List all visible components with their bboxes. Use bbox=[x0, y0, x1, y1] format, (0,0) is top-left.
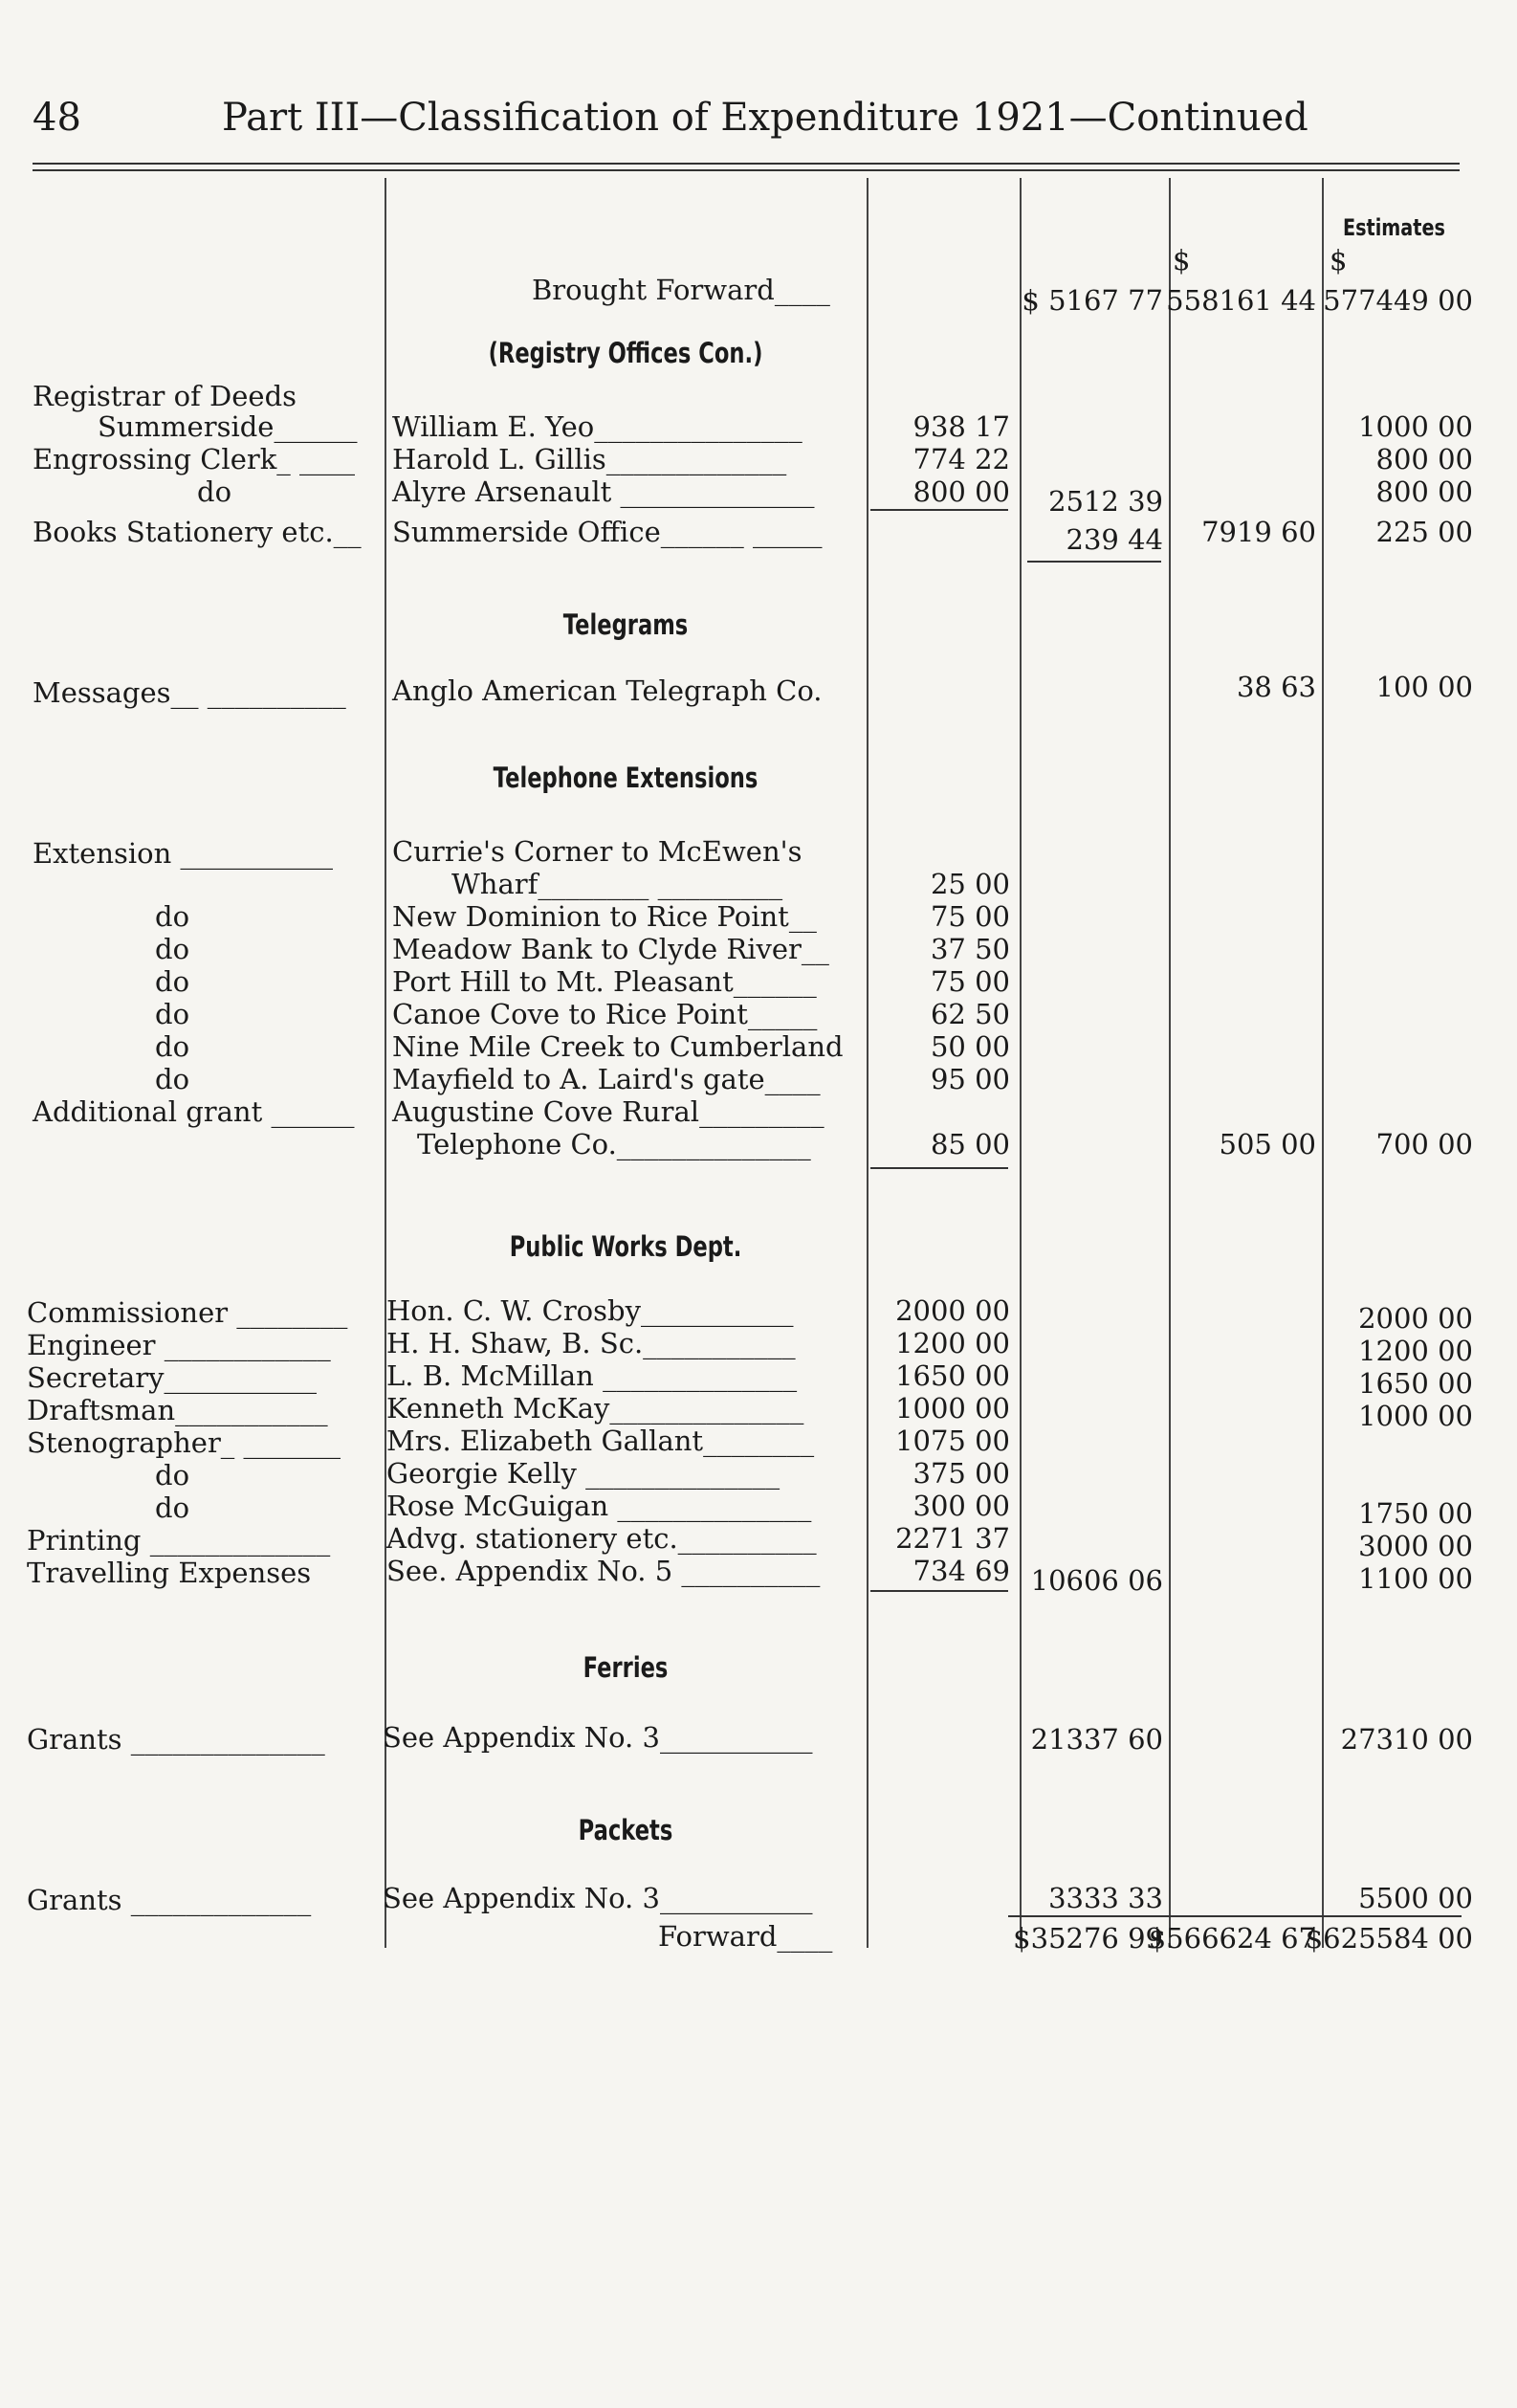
section-public-works-heading: Public Works Dept. bbox=[509, 1230, 742, 1263]
telephone-name-0: Currie's Corner to McEwen's bbox=[392, 835, 802, 868]
public-works-label-7: Printing _____________ bbox=[27, 1524, 331, 1557]
packets-subtotal-0: 3333 33 bbox=[1048, 1882, 1163, 1914]
public-works-amount-1: 1200 00 bbox=[895, 1327, 1010, 1359]
forward-rule bbox=[1008, 1915, 1462, 1917]
dollar-sign-col6: $ bbox=[1330, 244, 1348, 276]
registry-subtotal-underline bbox=[1027, 561, 1161, 563]
registry-subtotal-3: 239 44 bbox=[1066, 523, 1163, 556]
registry-est-2: 800 00 bbox=[1375, 475, 1473, 508]
dollar-sign-col5: $ bbox=[1173, 244, 1191, 276]
public-works-amount-4: 1075 00 bbox=[895, 1425, 1010, 1457]
brought-forward-col5: 558161 44 bbox=[1166, 284, 1316, 317]
public-works-est-1: 1200 00 bbox=[1358, 1335, 1473, 1367]
public-works-label-6: do bbox=[155, 1491, 190, 1524]
registry-label-3: Books Stationery etc.__ bbox=[33, 516, 362, 548]
public-works-amount-underline bbox=[870, 1590, 1008, 1592]
public-works-name-0: Hon. C. W. Crosby___________ bbox=[386, 1294, 794, 1327]
registry-label-1: Engrossing Clerk_ ____ bbox=[33, 443, 356, 475]
public-works-label-8: Travelling Expenses bbox=[27, 1557, 312, 1589]
forward-col5: $566624 67 bbox=[1148, 1922, 1316, 1955]
public-works-name-1: H. H. Shaw, B. Sc.___________ bbox=[386, 1327, 796, 1359]
telephone-name-7b: Telephone Co.______________ bbox=[417, 1128, 811, 1160]
registry-est-3: 225 00 bbox=[1375, 516, 1473, 548]
telephone-name-0b: Wharf________ _________ bbox=[451, 868, 783, 900]
registry-est-0: 1000 00 bbox=[1358, 410, 1473, 443]
registry-label-2: do bbox=[197, 475, 232, 508]
public-works-label-3: Draftsman___________ bbox=[27, 1394, 328, 1426]
telegram-est-0: 100 00 bbox=[1375, 671, 1473, 703]
forward-label: Forward____ bbox=[658, 1920, 833, 1953]
telephone-amount-3: 75 00 bbox=[930, 965, 1010, 998]
registry-amount-1: 774 22 bbox=[912, 443, 1010, 475]
brought-forward-col4: $ 5167 77 bbox=[1022, 284, 1163, 317]
telephone-amount-1: 75 00 bbox=[930, 900, 1010, 933]
brought-forward-label: Brought Forward____ bbox=[532, 274, 830, 306]
telephone-label-4: do bbox=[155, 998, 190, 1030]
telephone-amount-underline bbox=[870, 1167, 1008, 1169]
telephone-label-5: do bbox=[155, 1030, 190, 1063]
registry-label-0: Registrar of Deeds bbox=[33, 380, 297, 412]
estimates-header: Estimates bbox=[1343, 214, 1445, 241]
public-works-label-2: Secretary___________ bbox=[27, 1361, 317, 1394]
header-rule-top bbox=[33, 163, 1460, 165]
public-works-label-4: Stenographer_ _______ bbox=[27, 1426, 341, 1459]
public-works-label-1: Engineer ____________ bbox=[27, 1329, 331, 1361]
col-divider-1 bbox=[385, 178, 386, 1948]
public-works-name-3: Kenneth McKay______________ bbox=[386, 1392, 804, 1425]
packets-label-0: Grants _____________ bbox=[27, 1884, 312, 1916]
public-works-est-6: 1750 00 bbox=[1358, 1497, 1473, 1530]
telephone-name-7: Augustine Cove Rural_________ bbox=[392, 1095, 824, 1128]
telephone-label-1: do bbox=[155, 900, 190, 933]
forward-col6: $625584 00 bbox=[1305, 1922, 1473, 1955]
telephone-amount-2: 37 50 bbox=[930, 933, 1010, 965]
ferries-name-0: See Appendix No. 3___________ bbox=[383, 1721, 813, 1754]
telephone-amount-5: 50 00 bbox=[930, 1030, 1010, 1063]
registry-label-0b: Summerside______ bbox=[98, 410, 358, 443]
telephone-name-4: Canoe Cove to Rice Point_____ bbox=[392, 998, 818, 1030]
telephone-est-7: 700 00 bbox=[1375, 1128, 1473, 1160]
registry-amount-underline bbox=[870, 509, 1008, 511]
section-ferries-heading: Ferries bbox=[583, 1651, 669, 1684]
telegram-name-0: Anglo American Telegraph Co. bbox=[392, 674, 823, 707]
registry-name-1: Harold L. Gillis_____________ bbox=[392, 443, 787, 475]
ferries-est-0: 27310 00 bbox=[1340, 1723, 1473, 1756]
public-works-amount-6: 300 00 bbox=[912, 1490, 1010, 1522]
registry-amount-2: 800 00 bbox=[912, 475, 1010, 508]
registry-amount-0: 938 17 bbox=[912, 410, 1010, 443]
public-works-amount-5: 375 00 bbox=[912, 1457, 1010, 1490]
section-telephone-heading: Telephone Extensions bbox=[493, 762, 758, 794]
public-works-est-2: 1650 00 bbox=[1358, 1367, 1473, 1400]
registry-est-1: 800 00 bbox=[1375, 443, 1473, 475]
public-works-est-0: 2000 00 bbox=[1358, 1302, 1473, 1335]
public-works-amount-0: 2000 00 bbox=[895, 1294, 1010, 1327]
public-works-subtotal-8: 10606 06 bbox=[1030, 1564, 1163, 1597]
brought-forward-col6: 577449 00 bbox=[1323, 284, 1473, 317]
registry-name-3: Summerside Office______ _____ bbox=[392, 516, 823, 548]
public-works-name-4: Mrs. Elizabeth Gallant________ bbox=[386, 1425, 815, 1457]
telephone-amount-4: 62 50 bbox=[930, 998, 1010, 1030]
telephone-total-7: 505 00 bbox=[1219, 1128, 1316, 1160]
public-works-est-7: 3000 00 bbox=[1358, 1530, 1473, 1562]
public-works-amount-2: 1650 00 bbox=[895, 1359, 1010, 1392]
public-works-est-8: 1100 00 bbox=[1358, 1562, 1473, 1595]
public-works-name-7: Advg. stationery etc.__________ bbox=[386, 1522, 817, 1555]
telephone-label-2: do bbox=[155, 933, 190, 965]
packets-est-0: 5500 00 bbox=[1358, 1882, 1473, 1914]
public-works-name-2: L. B. McMillan ______________ bbox=[386, 1359, 798, 1392]
telephone-name-5: Nine Mile Creek to Cumberland bbox=[392, 1030, 844, 1063]
header-rule-bottom bbox=[33, 169, 1460, 171]
telephone-name-1: New Dominion to Rice Point__ bbox=[392, 900, 817, 933]
section-telegrams-heading: Telegrams bbox=[562, 608, 689, 641]
telephone-label-7: Additional grant ______ bbox=[33, 1095, 355, 1128]
public-works-name-6: Rose McGuigan ______________ bbox=[386, 1490, 812, 1522]
col-divider-5 bbox=[1322, 178, 1324, 1948]
public-works-label-5: do bbox=[155, 1459, 190, 1491]
telephone-amount-6: 95 00 bbox=[930, 1063, 1010, 1095]
public-works-amount-7: 2271 37 bbox=[895, 1522, 1010, 1555]
telephone-name-2: Meadow Bank to Clyde River__ bbox=[392, 933, 829, 965]
telephone-name-6: Mayfield to A. Laird's gate____ bbox=[392, 1063, 821, 1095]
ferries-label-0: Grants ______________ bbox=[27, 1723, 325, 1756]
registry-subtotal-2: 2512 39 bbox=[1048, 485, 1163, 518]
telephone-name-3: Port Hill to Mt. Pleasant______ bbox=[392, 965, 817, 998]
telephone-amount-7: 85 00 bbox=[930, 1128, 1010, 1160]
public-works-amount-3: 1000 00 bbox=[895, 1392, 1010, 1425]
public-works-label-0: Commissioner ________ bbox=[27, 1296, 348, 1329]
public-works-est-3: 1000 00 bbox=[1358, 1400, 1473, 1432]
col-divider-3 bbox=[1020, 178, 1022, 1948]
registry-name-0: William E. Yeo_______________ bbox=[392, 410, 802, 443]
public-works-name-8: See. Appendix No. 5 __________ bbox=[386, 1555, 821, 1587]
page-title: Part III—Classification of Expenditure 1921—Continued bbox=[222, 96, 1308, 140]
registry-total-3: 7919 60 bbox=[1201, 516, 1316, 548]
col-divider-2 bbox=[867, 178, 868, 1948]
public-works-amount-8: 734 69 bbox=[912, 1555, 1010, 1587]
telephone-label-3: do bbox=[155, 965, 190, 998]
forward-col4: $35276 99 bbox=[1013, 1922, 1163, 1955]
public-works-name-5: Georgie Kelly ______________ bbox=[386, 1457, 780, 1490]
section-registry-heading: (Registry Offices Con.) bbox=[488, 337, 763, 369]
telephone-label-6: do bbox=[155, 1063, 190, 1095]
page-number: 48 bbox=[33, 96, 81, 140]
col-divider-4 bbox=[1169, 178, 1171, 1948]
ferries-subtotal-0: 21337 60 bbox=[1030, 1723, 1163, 1756]
telegram-total-0: 38 63 bbox=[1236, 671, 1316, 703]
telegram-label-0: Messages__ __________ bbox=[33, 676, 346, 709]
telephone-label-0: Extension ___________ bbox=[33, 837, 334, 870]
telephone-amount-0: 25 00 bbox=[930, 868, 1010, 900]
section-packets-heading: Packets bbox=[578, 1814, 673, 1846]
packets-name-0: See Appendix No. 3___________ bbox=[383, 1882, 813, 1914]
registry-name-2: Alyre Arsenault ______________ bbox=[392, 475, 815, 508]
